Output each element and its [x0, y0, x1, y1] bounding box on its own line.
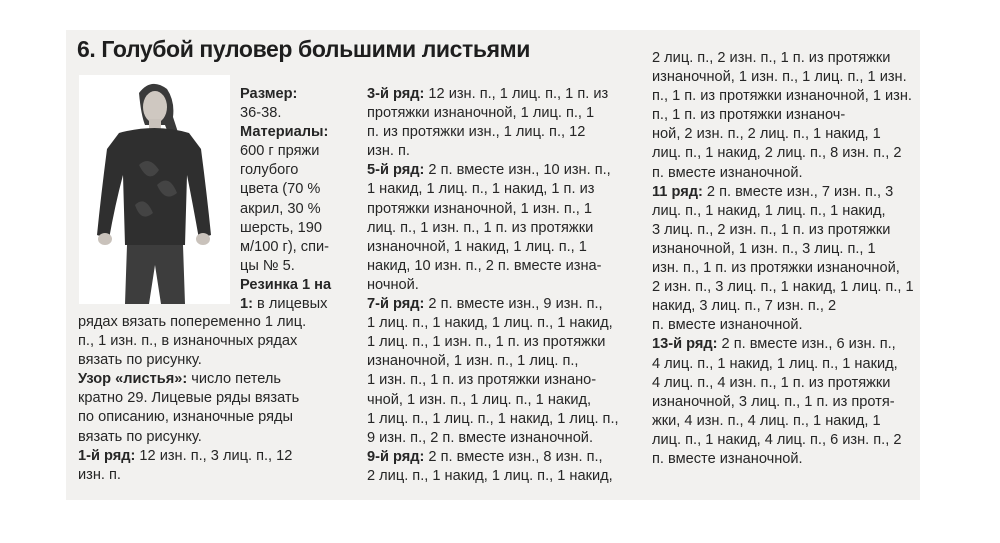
- row13-text: жки, 4 изн. п., 4 лиц. п., 1 накид, 1: [652, 412, 881, 429]
- row5-text: изнаночной, 1 накид, 1 лиц. п., 1: [367, 238, 587, 255]
- materials-line: 600 г пряжи: [240, 143, 320, 160]
- size-value: 36-38.: [240, 105, 282, 122]
- row7-text: чной, 1 изн. п., 1 лиц. п., 1 накид,: [367, 391, 592, 408]
- row5-text: 2 п. вместе изн., 10 изн. п.,: [424, 162, 611, 179]
- row7-text: 1 лиц. п., 1 накид, 1 лиц. п., 1 накид,: [367, 315, 613, 332]
- row9-text: ной, 2 изн. п., 2 лиц. п., 1 накид, 1: [652, 126, 881, 143]
- materials-line: цвета (70 %: [240, 181, 321, 198]
- row13-text: лиц. п., 1 накид, 4 лиц. п., 6 изн. п., 2: [652, 431, 902, 448]
- row3-text: п. из протяжки изн., 1 лиц. п., 12: [367, 124, 586, 141]
- row5-text: накид, 10 изн. п., 2 п. вместе изна-: [367, 257, 602, 274]
- size-materials-block: [240, 85, 365, 314]
- row9-text: изнаночной, 1 изн. п., 1 лиц. п., 1 изн.: [652, 69, 907, 86]
- rib-text: в лицевых: [252, 296, 328, 313]
- rib-text: п., 1 изн. п., в изнаночных рядах: [78, 333, 298, 350]
- size-label: Размер:: [240, 86, 298, 102]
- row1-text: 12 изн. п., 3 лиц. п., 12: [135, 447, 293, 464]
- page-title: 6. Голубой пуловер большими листьями: [77, 36, 531, 62]
- row9-label: 9-й ряд:: [367, 448, 425, 465]
- left-column: [78, 313, 358, 485]
- row7-text: 2 п. вместе изн., 9 изн. п.,: [424, 296, 603, 313]
- row3-text: протяжки изнаночной, 1 лиц. п., 1: [367, 105, 595, 122]
- row13-text: 2 п. вместе изн., 6 изн. п.,: [717, 336, 896, 353]
- rib-text: рядах вязать попеременно 1 лиц.: [78, 314, 307, 330]
- row9-text: п., 1 п. из протяжки изнаночной, 1 изн.: [652, 88, 912, 105]
- rib-label: Резинка 1 на: [240, 276, 332, 293]
- materials-label: Материалы:: [240, 124, 329, 141]
- row11-text: 2 п. вместе изн., 7 изн. п., 3: [702, 183, 894, 200]
- row5-text: ночной.: [367, 276, 419, 293]
- row7-text: 1 лиц. п., 1 изн. п., 1 п. из протяжки: [367, 334, 606, 351]
- materials-line: акрил, 30 %: [240, 200, 321, 217]
- pattern-text: число петель: [187, 371, 281, 388]
- row11-text: 3 лиц. п., 2 изн. п., 1 п. из протяжки: [652, 221, 891, 238]
- row3-label: 3-й ряд:: [367, 86, 425, 102]
- row7-text: 9 изн. п., 2 п. вместе изнаночной.: [367, 429, 594, 446]
- row1-text: изн. п.: [78, 466, 121, 483]
- middle-column: [367, 85, 639, 486]
- row7-label: 7-й ряд:: [367, 296, 425, 313]
- row1-label: 1-й ряд:: [78, 447, 136, 464]
- materials-line: шерсть, 190: [240, 219, 322, 236]
- pattern-text: по описанию, изнаночные ряды: [78, 409, 293, 426]
- row11-text: изнаночной, 1 изн. п., 3 лиц. п., 1: [652, 240, 876, 257]
- row11-text: изн. п., 1 п. из протяжки изнаночной,: [652, 260, 900, 277]
- row7-text: изнаночной, 1 изн. п., 1 лиц. п.,: [367, 353, 579, 370]
- row9-text: п., 1 п. из протяжки изнаноч-: [652, 107, 846, 124]
- row9-text: 2 п. вместе изн., 8 изн. п.,: [424, 448, 603, 465]
- row5-text: лиц. п., 1 изн. п., 1 п. из протяжки: [367, 219, 594, 236]
- materials-line: м/100 г), спи-: [240, 238, 329, 255]
- row13-text: 4 лиц. п., 1 накид, 1 лиц. п., 1 накид,: [652, 355, 898, 372]
- row13-label: 13-й ряд:: [652, 336, 718, 353]
- materials-line: цы № 5.: [240, 257, 295, 274]
- row7-text: 1 лиц. п., 1 лиц. п., 1 накид, 1 лиц. п.,: [367, 410, 619, 427]
- row5-text: протяжки изнаночной, 1 изн. п., 1: [367, 200, 593, 217]
- row9-text: п. вместе изнаночной.: [652, 164, 803, 181]
- materials-line: голубого: [240, 162, 299, 179]
- row11-text: накид, 3 лиц. п., 7 изн. п., 2: [652, 298, 837, 315]
- pattern-text: кратно 29. Лицевые ряды вязать: [78, 390, 300, 407]
- right-column: [652, 49, 922, 469]
- row13-text: изнаночной, 3 лиц. п., 1 п. из протя-: [652, 393, 895, 410]
- rib-text: вязать по рисунку.: [78, 352, 202, 369]
- row11-label: 11 ряд:: [652, 183, 703, 200]
- row13-text: п. вместе изнаночной.: [652, 450, 803, 467]
- model-photo: [79, 75, 230, 304]
- row9-text: 2 лиц. п., 1 накид, 1 лиц. п., 1 накид,: [367, 467, 613, 484]
- row5-label: 5-й ряд:: [367, 162, 425, 179]
- pattern-label: Узор «листья»:: [78, 371, 188, 388]
- row11-text: лиц. п., 1 накид, 1 лиц. п., 1 накид,: [652, 202, 886, 219]
- row3-text: изн. п.: [367, 143, 410, 160]
- row13-text: 4 лиц. п., 4 изн. п., 1 п. из протяжки: [652, 374, 891, 391]
- row5-text: 1 накид, 1 лиц. п., 1 накид, 1 п. из: [367, 181, 595, 198]
- rib-label: 1:: [240, 296, 253, 313]
- row9-text: 2 лиц. п., 2 изн. п., 1 п. из протяжки: [652, 50, 891, 66]
- pattern-text: вязать по рисунку.: [78, 428, 202, 445]
- row11-text: 2 изн. п., 3 лиц. п., 1 накид, 1 лиц. п., 1: [652, 279, 914, 296]
- model-photo-illustration: [79, 75, 230, 304]
- row3-text: 12 изн. п., 1 лиц. п., 1 п. из: [424, 86, 609, 102]
- row9-text: лиц. п., 1 накид, 2 лиц. п., 8 изн. п., 2: [652, 145, 902, 162]
- row11-text: п. вместе изнаночной.: [652, 317, 803, 334]
- row7-text: 1 изн. п., 1 п. из протяжки изнано-: [367, 372, 597, 389]
